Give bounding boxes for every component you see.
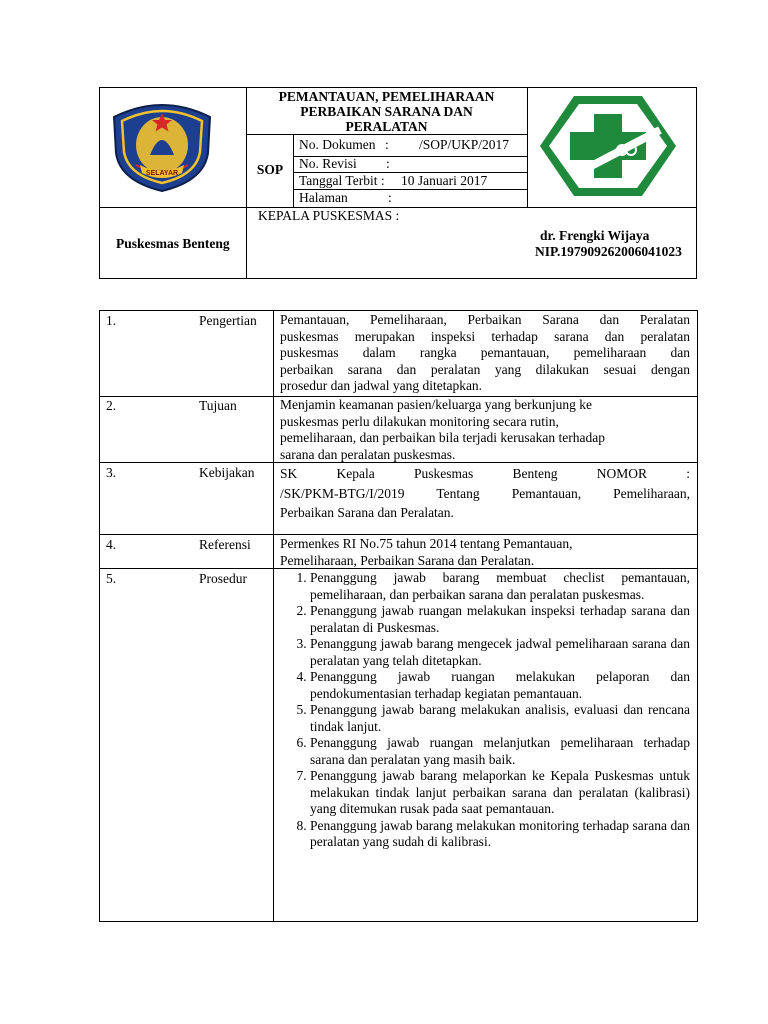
logo-text: SELAYAR [145, 170, 179, 177]
procedure-step: 1. Penanggung jawab barang membuat checlist pemantauan, pemeliharaan, dan perbaikan sarana dan peralatan puskesmas. [310, 570, 690, 603]
selayar-logo [106, 95, 218, 193]
procedure-step: 5. Penanggung jawab barang melakukan analisis, evaluasi dan rencana tindak lanjut. [310, 702, 690, 735]
section-label: Prosedur [199, 571, 247, 586]
head-nip: NIP.197909262006041023 [535, 244, 682, 259]
text-line: Perbaikan Sarana dan Peralatan. [280, 505, 454, 520]
page-label: Halaman [299, 190, 348, 205]
text-line: Pemantauan, Pemeliharaan, Perbaikan Sarana dan Peralatan [280, 312, 690, 327]
section-number: 3. [106, 465, 117, 480]
text-line: puskesmas perlu dilakukan monitoring secara rutin, [280, 413, 559, 429]
procedure-step: 3. Penanggung jawab barang mengecek jadwal pemeliharaan sarana dan peralatan yang telah ditetapkan. [310, 636, 690, 669]
section-number: 1. [106, 313, 117, 328]
title-line-3: PERALATAN [345, 119, 428, 134]
sop-label: SOP [256, 162, 284, 177]
section-text-referensi [280, 536, 690, 569]
procedure-step: 8. Penanggung jawab barang melakukan monitoring terhadap sarana dan peralatan yang sudah di kalibrasi. [310, 818, 690, 851]
doc-no-sep: : [385, 137, 389, 152]
text-line: puskesmas merupakan inspeksi terhadap sarana dan peralatan [280, 328, 690, 344]
text-line: SK Kepala Puskesmas Benteng NOMOR : [280, 466, 690, 481]
issue-date-value: 10 Januari 2017 [401, 173, 488, 188]
revision-label: No. Revisi [299, 156, 357, 171]
head-name: dr. Frengki Wijaya [540, 228, 650, 243]
text-line: Menjamin keamanan pasien/keluarga yang berkunjung ke [280, 397, 593, 412]
title-line-2: PERBAIKAN SARANA DAN [300, 104, 473, 119]
section-number: 2. [106, 398, 117, 413]
section-text-tujuan [280, 397, 690, 463]
text-line: perbaikan sarana dan peralatan yang dilakukan sesuai dengan [280, 361, 690, 377]
section-text-pengertian [280, 312, 690, 395]
doc-no-value: /SOP/UKP/2017 [419, 137, 510, 152]
section-label: Pengertian [199, 313, 257, 328]
section-label: Kebijakan [199, 465, 255, 480]
header-divider-title [246, 134, 527, 135]
issue-date-label: Tanggal Terbit : [299, 173, 385, 188]
text-line: pemeliharaan, dan perbaikan bila terjadi kerusakan terhadap [280, 430, 605, 445]
page-sep: : [388, 190, 392, 205]
text-line: sarana dan peralatan puskesmas. [280, 446, 456, 462]
text-line: puskesmas dalam rangka pemantauan, pemeliharaan dan [280, 345, 690, 360]
header-divider-right [527, 87, 528, 207]
document-title [246, 89, 527, 134]
doc-no-label: No. Dokumen [299, 137, 376, 152]
head-label: KEPALA PUSKESMAS : [258, 208, 400, 223]
header-divider-sop [293, 134, 294, 207]
text-line: Pemeliharaan, Perbaikan Sarana dan Peralatan. [280, 552, 535, 568]
puskesmas-logo [536, 92, 680, 200]
title-line-1: PEMANTAUAN, PEMELIHARAAN [278, 89, 495, 104]
section-label: Tujuan [199, 398, 237, 413]
text-line: /SK/PKM-BTG/I/2019 Tentang Pemantauan, Pemeliharaan, [280, 485, 690, 501]
content-column-divider [273, 310, 274, 922]
section-label: Referensi [199, 537, 251, 552]
text-line: Permenkes RI No.75 tahun 2014 tentang Pemantauan, [280, 536, 573, 551]
section-text-kebijakan [280, 464, 690, 523]
revision-sep: : [386, 156, 390, 171]
procedure-step: 2. Penanggung jawab ruangan melakukan inspeksi terhadap sarana dan peralatan di Puskesmas. [310, 603, 690, 636]
procedure-step: 7. Penanggung jawab barang melaporkan ke Kepala Puskesmas untuk melakukan tindak lanjut perbaikan sarana dan peralatan (kalibrasi) yang ditemukan rusak pada saat pemantauan. [310, 768, 690, 818]
procedure-step: 4. Penanggung jawab ruangan melakukan pelaporan dan pendokumentasian terhadap kegiatan pemantauan. [310, 669, 690, 702]
clinic-name: Puskesmas Benteng [116, 236, 230, 251]
text-line: prosedur dan jadwal yang ditetapkan. [280, 378, 483, 393]
section-number: 4. [106, 537, 117, 552]
procedure-step: 6. Penanggung jawab ruangan melanjutkan pemeliharaan terhadap sarana dan peralatan yang masih baik. [310, 735, 690, 768]
procedure-list [280, 570, 690, 851]
row-divider-3 [99, 534, 698, 535]
section-number: 5. [106, 571, 117, 586]
